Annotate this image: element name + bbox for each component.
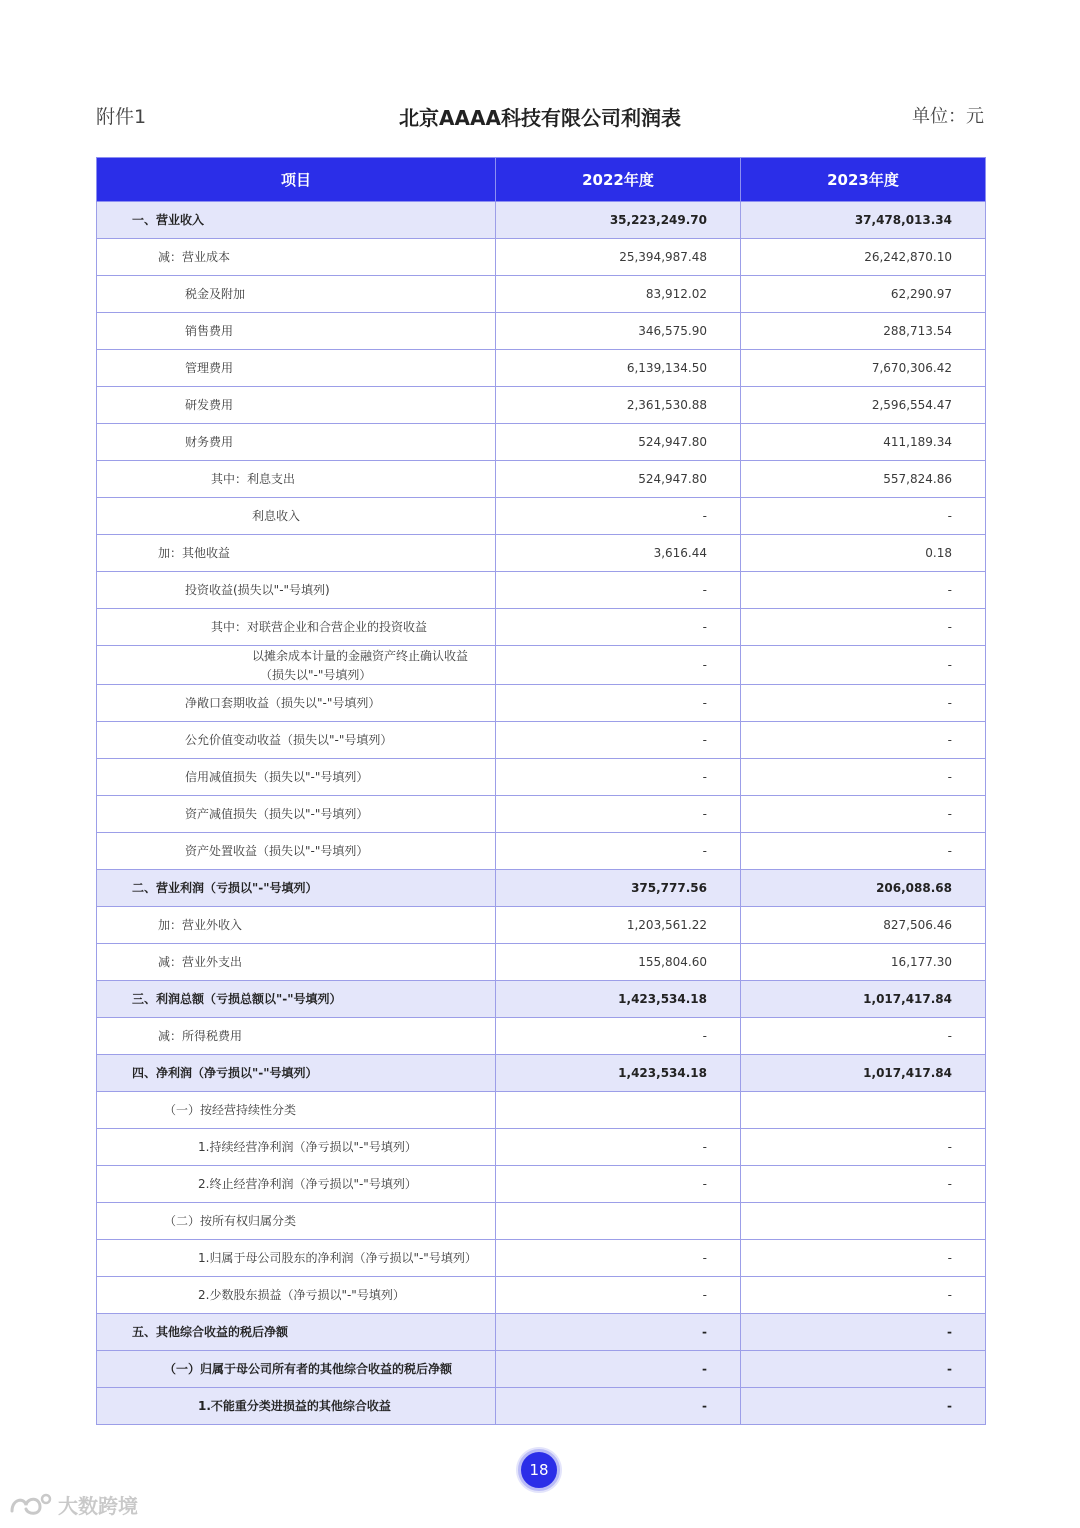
- row-label: （一）归属于母公司所有者的其他综合收益的税后净额: [164, 1361, 453, 1376]
- table-row: [97, 759, 986, 796]
- value-2023: 411,189.34: [741, 424, 986, 461]
- value-2023: 1,017,417.84: [741, 1055, 986, 1092]
- value-2022: -: [496, 572, 741, 609]
- value-2022: -: [496, 609, 741, 646]
- value-2023: 206,088.68: [741, 870, 986, 907]
- row-label: 加：其他收益: [158, 545, 231, 560]
- value-2023: [741, 1092, 986, 1129]
- page-number-badge: 18: [518, 1449, 560, 1491]
- table-row: [97, 1277, 986, 1314]
- value-2022: -: [496, 833, 741, 870]
- value-2022: -: [496, 1018, 741, 1055]
- row-label: 投资收益(损失以"-"号填列): [185, 582, 330, 597]
- value-2022: 2,361,530.88: [496, 387, 741, 424]
- row-label: 净敞口套期收益（损失以"-"号填列）: [185, 695, 381, 710]
- table-row: [97, 722, 986, 759]
- value-2022: -: [496, 646, 741, 685]
- value-2022: -: [496, 759, 741, 796]
- value-2022: 524,947.80: [496, 461, 741, 498]
- value-2022: -: [496, 1351, 741, 1388]
- table-row: [97, 833, 986, 870]
- row-label: 加：营业外收入: [158, 917, 243, 932]
- value-2023: 288,713.54: [741, 313, 986, 350]
- value-2023: -: [741, 722, 986, 759]
- table-row: [97, 387, 986, 424]
- value-2023: 16,177.30: [741, 944, 986, 981]
- row-label: 以摊余成本计量的金融资产终止确认收益: [252, 649, 469, 663]
- row-label: 税金及附加: [185, 286, 246, 301]
- row-label: （二）按所有权归属分类: [164, 1213, 297, 1228]
- value-2023: 0.18: [741, 535, 986, 572]
- table-row: [97, 646, 986, 685]
- row-label: 三、利润总额（亏损总额以"-"号填列）: [132, 991, 342, 1006]
- value-2022: -: [496, 1388, 741, 1425]
- unit-label: 单位：元: [912, 106, 984, 127]
- income-statement-table: [96, 157, 986, 1425]
- value-2023: -: [741, 759, 986, 796]
- value-2022: -: [496, 1240, 741, 1277]
- value-2022: -: [496, 498, 741, 535]
- value-2022: -: [496, 1277, 741, 1314]
- row-label: 管理费用: [185, 360, 234, 375]
- row-label: 资产减值损失（损失以"-"号填列）: [185, 806, 369, 821]
- row-label: 减：所得税费用: [158, 1028, 243, 1043]
- value-2022: 1,423,534.18: [496, 1055, 741, 1092]
- value-2022: 524,947.80: [496, 424, 741, 461]
- table-row: [97, 276, 986, 313]
- row-label: 其中：利息支出: [211, 471, 296, 486]
- watermark: [8, 1490, 138, 1519]
- column-header-item: 项目: [97, 158, 496, 202]
- value-2023: -: [741, 1351, 986, 1388]
- table-row: [97, 461, 986, 498]
- value-2023: 2,596,554.47: [741, 387, 986, 424]
- value-2022: -: [496, 1166, 741, 1203]
- row-label: 五、其他综合收益的税后净额: [132, 1324, 289, 1339]
- table-row: [97, 1314, 986, 1351]
- value-2022: -: [496, 685, 741, 722]
- value-2022: -: [496, 1314, 741, 1351]
- row-label: 2.终止经营净利润（净亏损以"-"号填列）: [198, 1176, 417, 1191]
- table-row: [97, 685, 986, 722]
- table-row: [97, 1166, 986, 1203]
- table-row: [97, 1203, 986, 1240]
- value-2022: 1,203,561.22: [496, 907, 741, 944]
- value-2023: 557,824.86: [741, 461, 986, 498]
- value-2022: 375,777.56: [496, 870, 741, 907]
- table-row: [97, 239, 986, 276]
- value-2023: -: [741, 1018, 986, 1055]
- value-2023: 26,242,870.10: [741, 239, 986, 276]
- value-2023: -: [741, 498, 986, 535]
- row-label: 公允价值变动收益（损失以"-"号填列）: [185, 732, 393, 747]
- attachment-label: 附件1: [96, 106, 147, 128]
- table-row: [97, 1240, 986, 1277]
- row-label: 销售费用: [185, 323, 234, 338]
- table-row: [97, 1351, 986, 1388]
- row-label: 利息收入: [252, 508, 301, 523]
- column-header-2023: 2023年度: [741, 158, 986, 202]
- value-2023: -: [741, 1314, 986, 1351]
- row-label: 减：营业成本: [158, 249, 231, 264]
- value-2023: -: [741, 796, 986, 833]
- row-label: 研发费用: [185, 397, 234, 412]
- table-row: [97, 1388, 986, 1425]
- table-row: [97, 1092, 986, 1129]
- column-header-2022: 2022年度: [496, 158, 741, 202]
- row-label-continuation: （损失以"-"号填列）: [260, 668, 372, 682]
- table-row: [97, 350, 986, 387]
- value-2022: 6,139,134.50: [496, 350, 741, 387]
- value-2023: -: [741, 1240, 986, 1277]
- row-label: 财务费用: [185, 434, 234, 449]
- row-label: 2.少数股东损益（净亏损以"-"号填列）: [198, 1287, 405, 1302]
- value-2023: -: [741, 609, 986, 646]
- value-2022: 35,223,249.70: [496, 202, 741, 239]
- table-row: [97, 535, 986, 572]
- value-2023: -: [741, 685, 986, 722]
- table-row: [97, 944, 986, 981]
- row-label: 其中：对联营企业和合营企业的投资收益: [211, 619, 428, 634]
- table-row: [97, 202, 986, 239]
- table-row: [97, 572, 986, 609]
- row-label: 一、营业收入: [132, 212, 205, 227]
- value-2023: 62,290.97: [741, 276, 986, 313]
- value-2022: 3,616.44: [496, 535, 741, 572]
- value-2023: -: [741, 1166, 986, 1203]
- value-2023: 1,017,417.84: [741, 981, 986, 1018]
- value-2022: -: [496, 796, 741, 833]
- row-label: 减：营业外支出: [158, 954, 243, 969]
- value-2023: 37,478,013.34: [741, 202, 986, 239]
- value-2023: -: [741, 1388, 986, 1425]
- table-row: [97, 609, 986, 646]
- value-2023: -: [741, 572, 986, 609]
- value-2023: -: [741, 833, 986, 870]
- table-row: [97, 1055, 986, 1092]
- value-2022: -: [496, 722, 741, 759]
- page-title: 北京AAAA科技有限公司利润表: [399, 106, 681, 130]
- table-row: [97, 907, 986, 944]
- value-2022: 83,912.02: [496, 276, 741, 313]
- table-header-row: [97, 158, 986, 202]
- row-label: 信用减值损失（损失以"-"号填列）: [185, 769, 369, 784]
- value-2023: -: [741, 1129, 986, 1166]
- table-row: [97, 498, 986, 535]
- row-label: （一）按经营持续性分类: [164, 1102, 297, 1117]
- value-2023: 827,506.46: [741, 907, 986, 944]
- table-row: [97, 796, 986, 833]
- table-row: [97, 424, 986, 461]
- row-label: 资产处置收益（损失以"-"号填列）: [185, 843, 369, 858]
- row-label: 二、营业利润（亏损以"-"号填列）: [132, 880, 318, 895]
- value-2023: 7,670,306.42: [741, 350, 986, 387]
- value-2023: [741, 1203, 986, 1240]
- row-label: 四、净利润（净亏损以"-"号填列）: [132, 1065, 318, 1080]
- value-2023: -: [741, 646, 986, 685]
- watermark-text: 大数跨境: [58, 1494, 138, 1518]
- row-label: 1.归属于母公司股东的净利润（净亏损以"-"号填列）: [198, 1250, 477, 1265]
- value-2022: 346,575.90: [496, 313, 741, 350]
- value-2022: -: [496, 1129, 741, 1166]
- table-row: [97, 1129, 986, 1166]
- value-2022: 1,423,534.18: [496, 981, 741, 1018]
- value-2022: 155,804.60: [496, 944, 741, 981]
- row-label: 1.不能重分类进损益的其他综合收益: [198, 1398, 391, 1413]
- table-row: [97, 313, 986, 350]
- table-row: [97, 1018, 986, 1055]
- watermark-logo-icon: [8, 1491, 52, 1519]
- value-2022: [496, 1092, 741, 1129]
- value-2022: 25,394,987.48: [496, 239, 741, 276]
- value-2023: -: [741, 1277, 986, 1314]
- table-row: [97, 981, 986, 1018]
- row-label: 1.持续经营净利润（净亏损以"-"号填列）: [198, 1139, 417, 1154]
- table-row: [97, 870, 986, 907]
- value-2022: [496, 1203, 741, 1240]
